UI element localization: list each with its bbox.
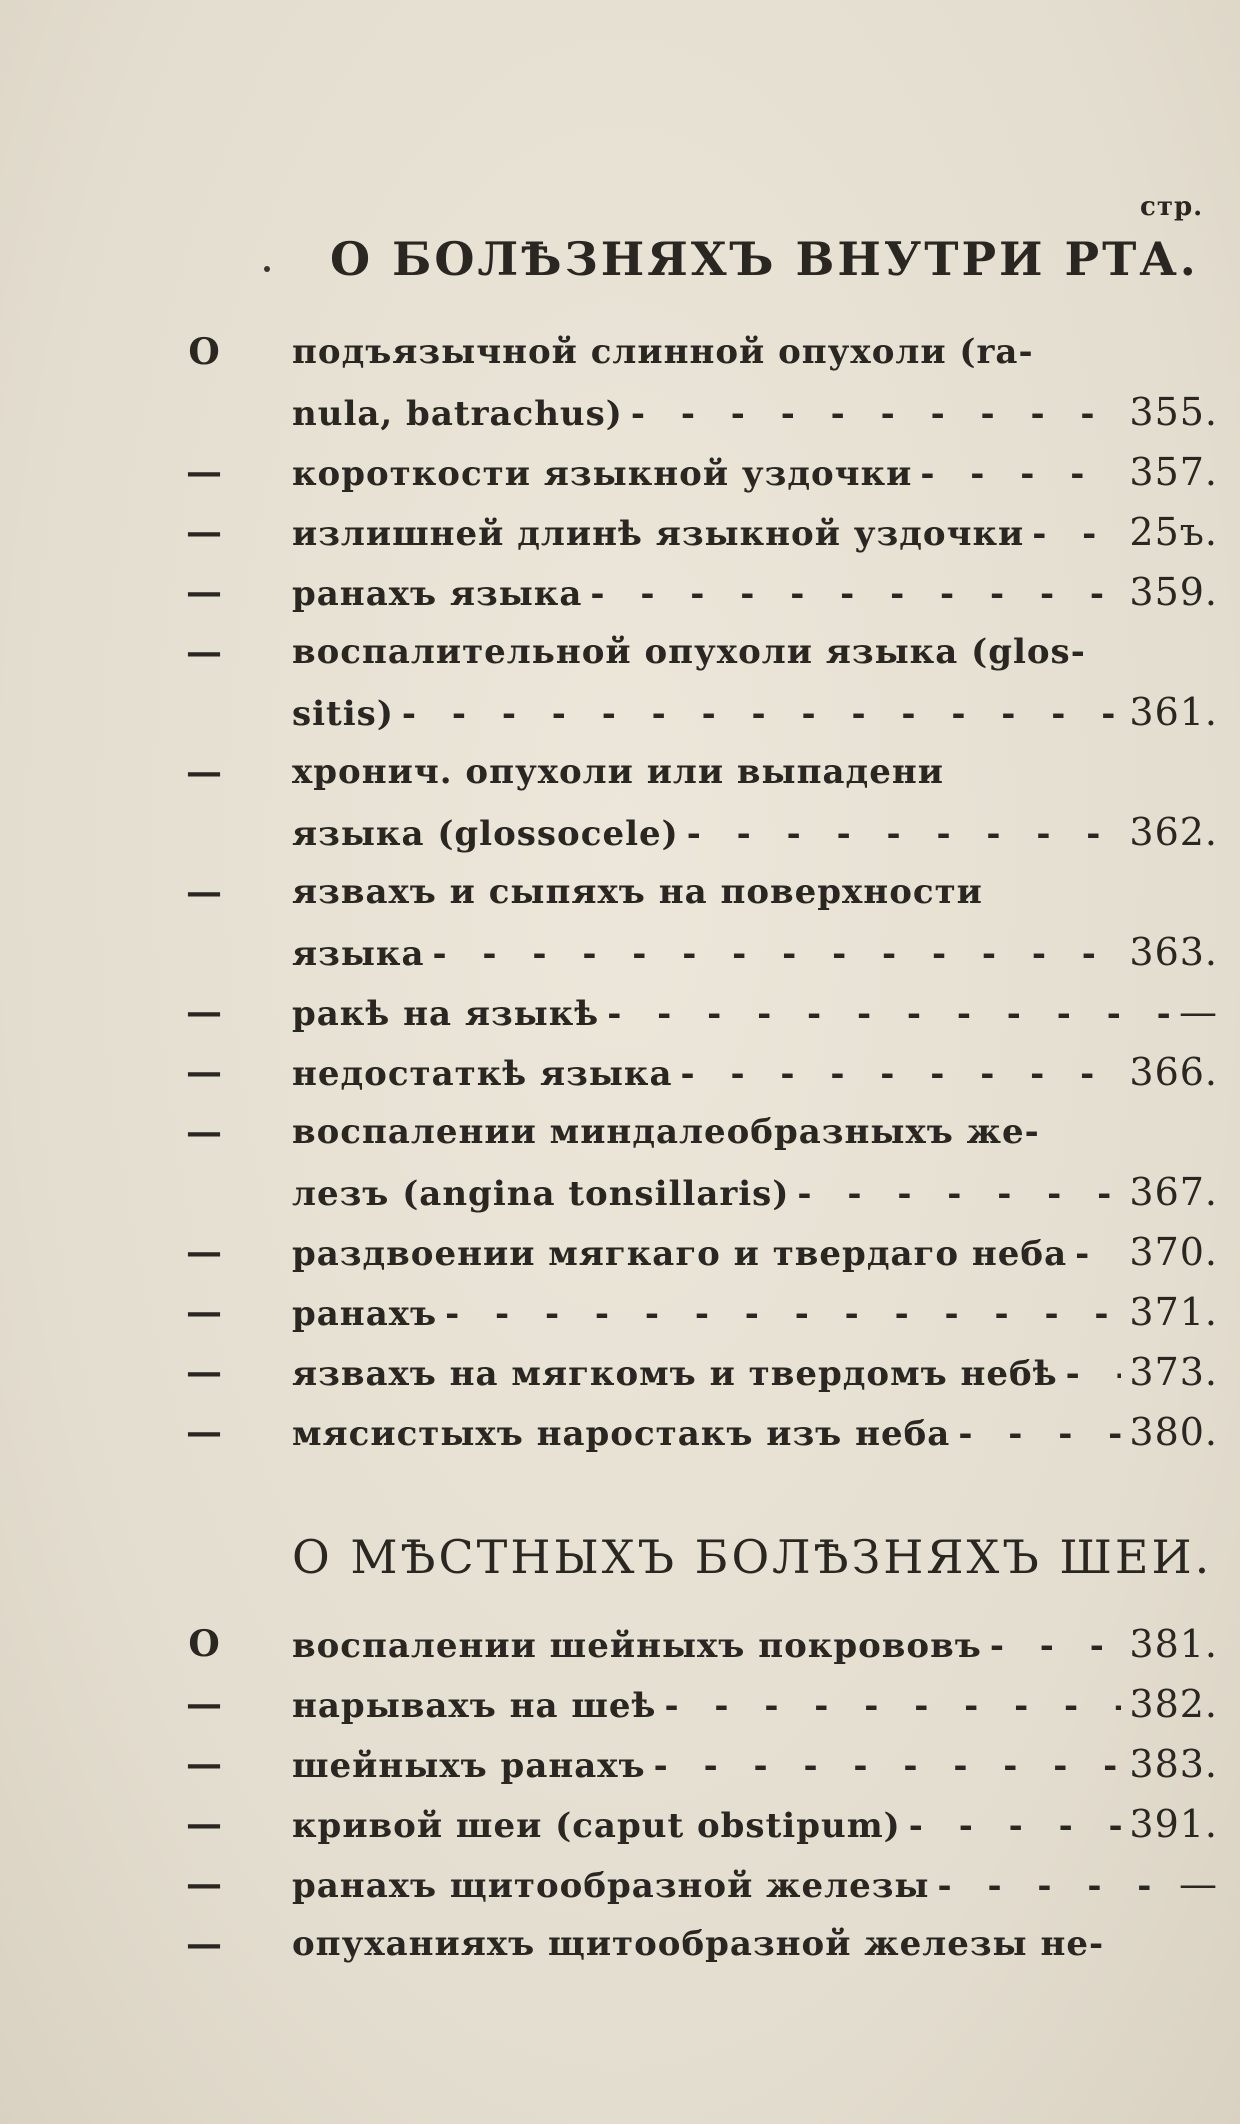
entry-mark: — — [186, 1411, 222, 1453]
entry-text: опуханияхъ щитообразной железы не- — [292, 1924, 1105, 1964]
page-number: 373. — [1129, 1350, 1218, 1394]
list-item — [0, 1110, 1240, 1230]
entry-text: языка — [292, 934, 425, 974]
dot-leader — [432, 932, 1121, 976]
entry-text: языка (glossocele) — [292, 814, 679, 854]
entry-text: излишней длинѣ языкной уздочки — [292, 514, 1025, 554]
list-item — [0, 1050, 1240, 1110]
entry-mark: — — [186, 1743, 222, 1785]
dot-leader — [654, 1744, 1122, 1788]
dot-leader — [1032, 512, 1121, 556]
dot-leader — [681, 1052, 1122, 1096]
section-title-mouth: О БОЛѢЗНЯХЪ ВНУТРИ РТА. — [330, 232, 1199, 286]
entry-text: мясистыхъ наростакъ изъ неба — [292, 1414, 951, 1454]
entry-line — [292, 1922, 1218, 1966]
page-number: 383. — [1129, 1742, 1218, 1786]
entry-text: ракѣ на языкѣ — [292, 994, 600, 1034]
list-item — [0, 1290, 1240, 1350]
list-item — [0, 870, 1240, 990]
entry-mark: — — [186, 1351, 222, 1393]
dot-leader — [590, 572, 1121, 616]
entry-mark: — — [186, 1863, 222, 1905]
list-item — [0, 1742, 1240, 1802]
dot-leader — [797, 1172, 1121, 1216]
entry-mark: — — [186, 451, 222, 493]
entry-line — [292, 390, 1218, 436]
entry-text: воспалении миндалеобразныхъ же- — [292, 1112, 1040, 1152]
page-number: 370. — [1129, 1230, 1218, 1274]
entry-line — [292, 1682, 1218, 1728]
section-title-neck: О МѢСТНЫХЪ БОЛѢЗНЯХЪ ШЕИ. — [292, 1530, 1213, 1584]
entry-text: язвахъ на мягкомъ и твердомъ небѣ — [292, 1354, 1058, 1394]
entry-mark: — — [186, 1923, 222, 1965]
page-column-label: стр. — [1140, 192, 1204, 222]
entry-text: ранахъ — [292, 1294, 438, 1334]
entry-line — [292, 810, 1218, 856]
page-number: 381. — [1129, 1622, 1218, 1666]
entry-text: воспалении шейныхъ покрововъ — [292, 1626, 982, 1666]
page-number: 367. — [1129, 1170, 1218, 1214]
entry-line — [292, 1350, 1218, 1396]
entry-text: sitis) — [292, 694, 394, 734]
page-number: 359. — [1129, 570, 1218, 614]
entry-line — [292, 1170, 1218, 1216]
title-dot — [264, 266, 270, 272]
list-item — [0, 1230, 1240, 1290]
entry-line — [292, 690, 1218, 736]
entry-mark: — — [186, 751, 222, 793]
entry-text: язвахъ и сыпяхъ на поверхности — [292, 872, 983, 912]
entry-mark: О — [188, 331, 220, 373]
entry-mark: — — [186, 991, 222, 1033]
dot-leader — [687, 812, 1122, 856]
entry-line — [292, 510, 1218, 556]
entry-mark: — — [186, 1231, 222, 1273]
entry-line — [292, 1230, 1218, 1276]
list-item — [0, 630, 1240, 750]
page-number: 361. — [1129, 690, 1218, 734]
dot-leader — [909, 1804, 1122, 1848]
entry-mark: — — [186, 571, 222, 613]
entry-mark: — — [186, 1803, 222, 1845]
entry-line — [292, 750, 1218, 794]
list-item — [0, 1682, 1240, 1742]
entry-line — [292, 1110, 1218, 1154]
page-number: 362. — [1129, 810, 1218, 854]
entry-line — [292, 870, 1218, 914]
entry-text: лезъ (angina tonsillaris) — [292, 1174, 790, 1214]
entry-text: nula, batrachus) — [292, 394, 623, 434]
dot-leader — [990, 1624, 1122, 1668]
entry-line — [292, 1742, 1218, 1788]
page-number: 382. — [1129, 1682, 1218, 1726]
list-item — [0, 510, 1240, 570]
entry-text: подъязычной слинной опухоли (ra- — [292, 332, 1034, 372]
page-number: 355. — [1129, 390, 1218, 434]
entry-text: кривой шеи (caput obstipum) — [292, 1806, 901, 1846]
entry-line — [292, 450, 1218, 496]
list-item — [0, 990, 1240, 1050]
entry-mark: О — [188, 1623, 220, 1665]
page-number: 357. — [1129, 450, 1218, 494]
list-item — [0, 330, 1240, 450]
entry-line — [292, 990, 1218, 1036]
entry-mark: — — [186, 871, 222, 913]
entry-mark: — — [186, 1291, 222, 1333]
list-item — [0, 1922, 1240, 1982]
entry-text: шейныхъ ранахъ — [292, 1746, 646, 1786]
dot-leader — [938, 1864, 1172, 1908]
entry-line — [292, 1622, 1218, 1668]
entry-text: нарывахъ на шеѣ — [292, 1686, 657, 1726]
entry-text: хронич. опухоли или выпадени — [292, 752, 944, 792]
list-item — [0, 1410, 1240, 1470]
page-number: 391. — [1129, 1802, 1218, 1846]
entry-line — [292, 930, 1218, 976]
entry-mark: — — [186, 511, 222, 553]
list-item — [0, 1350, 1240, 1410]
dot-leader — [664, 1684, 1121, 1728]
entry-line — [292, 1050, 1218, 1096]
list-item — [0, 450, 1240, 510]
entry-text: ранахъ щитообразной железы — [292, 1866, 930, 1906]
dot-leader — [631, 392, 1122, 436]
list-item — [0, 750, 1240, 870]
dot-leader — [1075, 1232, 1121, 1276]
page-number: 363. — [1129, 930, 1218, 974]
entry-text: раздвоении мягкаго и твердаго неба — [292, 1234, 1068, 1274]
list-item — [0, 570, 1240, 630]
page-number: 371. — [1129, 1290, 1218, 1334]
list-item — [0, 1622, 1240, 1682]
entry-text: воспалительной опухоли языка (glos- — [292, 632, 1086, 672]
entry-line — [292, 1862, 1218, 1908]
entry-text: ранахъ языка — [292, 574, 583, 614]
entry-line — [292, 1410, 1218, 1456]
dot-leader — [402, 692, 1121, 736]
entry-line — [292, 630, 1218, 674]
entry-text: короткости языкной уздочки — [292, 454, 913, 494]
dot-leader — [607, 992, 1171, 1036]
entry-line — [292, 330, 1218, 374]
page-number: — — [1179, 1862, 1218, 1906]
dot-leader — [920, 452, 1121, 496]
page-number: 380. — [1129, 1410, 1218, 1454]
entry-line — [292, 570, 1218, 616]
dot-leader — [1066, 1352, 1122, 1396]
page-number: 366. — [1129, 1050, 1218, 1094]
entry-text: недостаткѣ языка — [292, 1054, 673, 1094]
page-number: 25ъ. — [1129, 510, 1218, 554]
entry-line — [292, 1290, 1218, 1336]
page-number: — — [1179, 990, 1218, 1034]
entry-mark: — — [186, 1683, 222, 1725]
entry-line — [292, 1802, 1218, 1848]
entry-mark: — — [186, 1051, 222, 1093]
dot-leader — [445, 1292, 1121, 1336]
dot-leader — [958, 1412, 1121, 1456]
list-item — [0, 1862, 1240, 1922]
list-item — [0, 1802, 1240, 1862]
entry-mark: — — [186, 1111, 222, 1153]
entry-mark: — — [186, 631, 222, 673]
